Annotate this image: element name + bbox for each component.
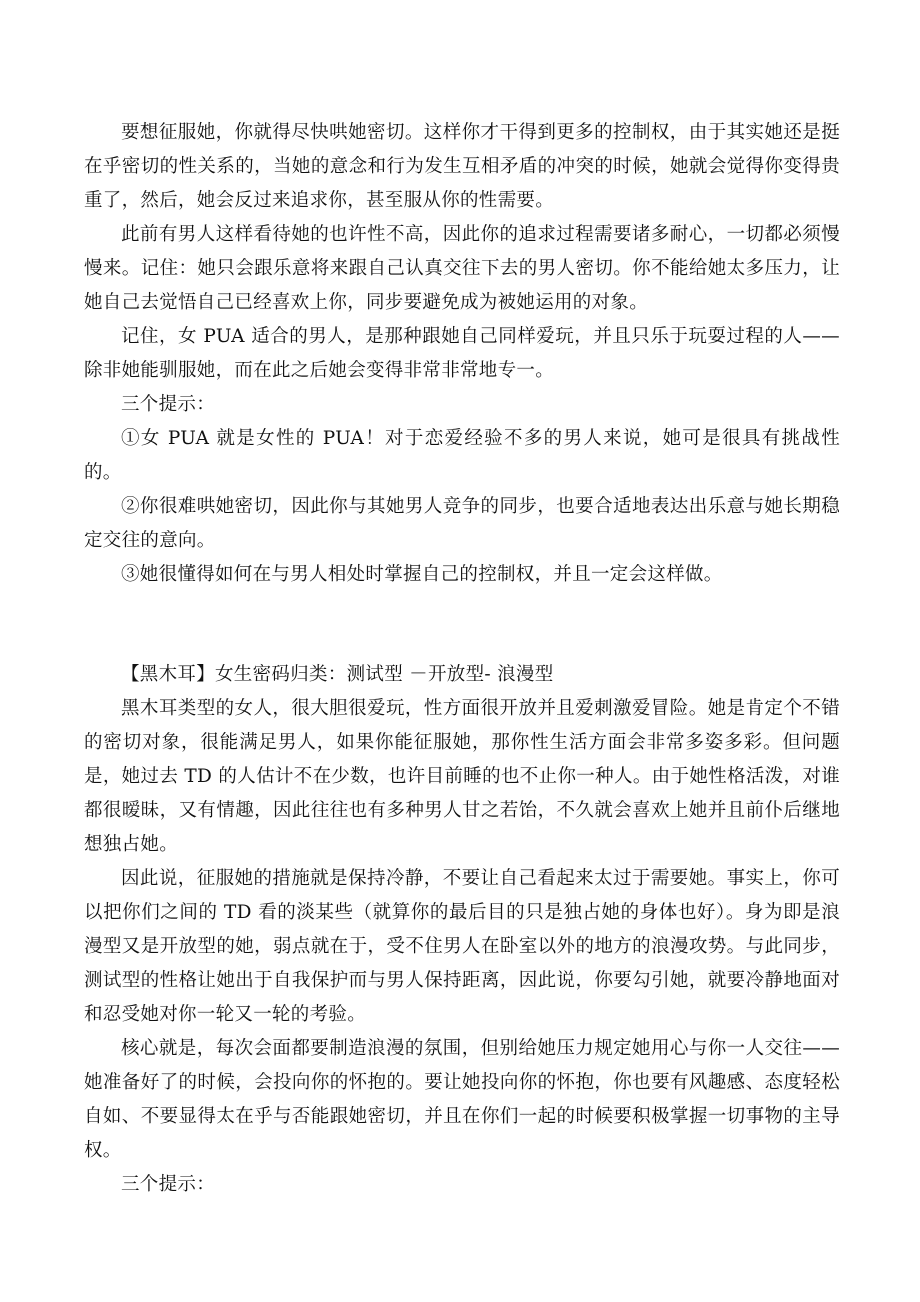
section-heading: 【黑木耳】女生密码归类：测试型 －开放型- 浪漫型 <box>121 664 554 685</box>
body-paragraph: 此前有男人这样看待她的也许性不高，因此你的追求过程需要诸多耐心，一切都必须慢慢来。记住：她只会跟乐意将来跟自己认真交往下去的男人密切。你不能给她太多压力，让她自己去觉悟自己已经喜欢上你，同步要避免成为被她运用的对象。 <box>84 224 840 313</box>
body-paragraph: 要想征服她，你就得尽快哄她密切。这样你才干得到更多的控制权，由于其实她还是挺在乎密切的性关系的，当她的意念和行为发生互相矛盾的冲突的时候，她就会觉得你变得贵重了，然后，她会反过来追求你，甚至服从你的性需要。 <box>84 122 840 211</box>
section-spacer <box>84 592 840 658</box>
document-body <box>84 116 840 1202</box>
body-paragraph: 黑木耳类型的女人，很大胆很爱玩，性方面很开放并且爱刺激爱冒险。她是肯定个不错的密切对象，很能满足男人，如果你能征服她，那你性生活方面会非常多姿多彩。但问题是，她过去 TD 的人估计不在少数，也许目前睡的也不止你一种人。由于她性格活泼，对谁都很暧昧，又有情趣，因此往往也有多种男人甘之若饴，不久就会喜欢上她并且前仆后继地想独占她。 <box>84 698 840 855</box>
body-paragraph: 核心就是，每次会面都要制造浪漫的氛围，但别给她压力规定她用心与你一人交往——她准备好了的时候，会投向你的怀抱的。要让她投向你的怀抱，你也要有风趣感、态度轻松自如、不要显得太在乎与否能跟她密切，并且在你们一起的时候要积极掌握一切事物的主导权。 <box>84 1038 840 1161</box>
tips-heading: 三个提示： <box>121 394 216 415</box>
tip-item: ③她很懂得如何在与男人相处时掌握自己的控制权，并且一定会这样做。 <box>121 564 723 585</box>
tip-item: ①女 PUA 就是女性的 PUA！对于恋爱经验不多的男人来说，她可是很具有挑战性的。 <box>84 428 840 483</box>
tip-item: ②你很难哄她密切，因此你与其她男人竞争的同步，也要合适地表达出乐意与她长期稳定交往的意向。 <box>84 496 840 551</box>
body-paragraph: 记住，女 PUA 适合的男人，是那种跟她自己同样爱玩，并且只乐于玩耍过程的人——除非她能驯服她，而在此之后她会变得非常非常地专一。 <box>84 326 840 381</box>
body-paragraph: 因此说，征服她的措施就是保持冷静，不要让自己看起来太过于需要她。事实上，你可以把你们之间的 TD 看的淡某些（就算你的最后目的只是独占她的身体也好）。身为即是浪漫型又是开放型的她，弱点就在于，受不住男人在卧室以外的地方的浪漫攻势。与此同步，测试型的性格让她出于自我保护而与男人保持距离，因此说，你要勾引她，就要冷静地面对和忍受她对你一轮又一轮的考验。 <box>84 868 840 1025</box>
tips-heading: 三个提示： <box>121 1174 216 1195</box>
